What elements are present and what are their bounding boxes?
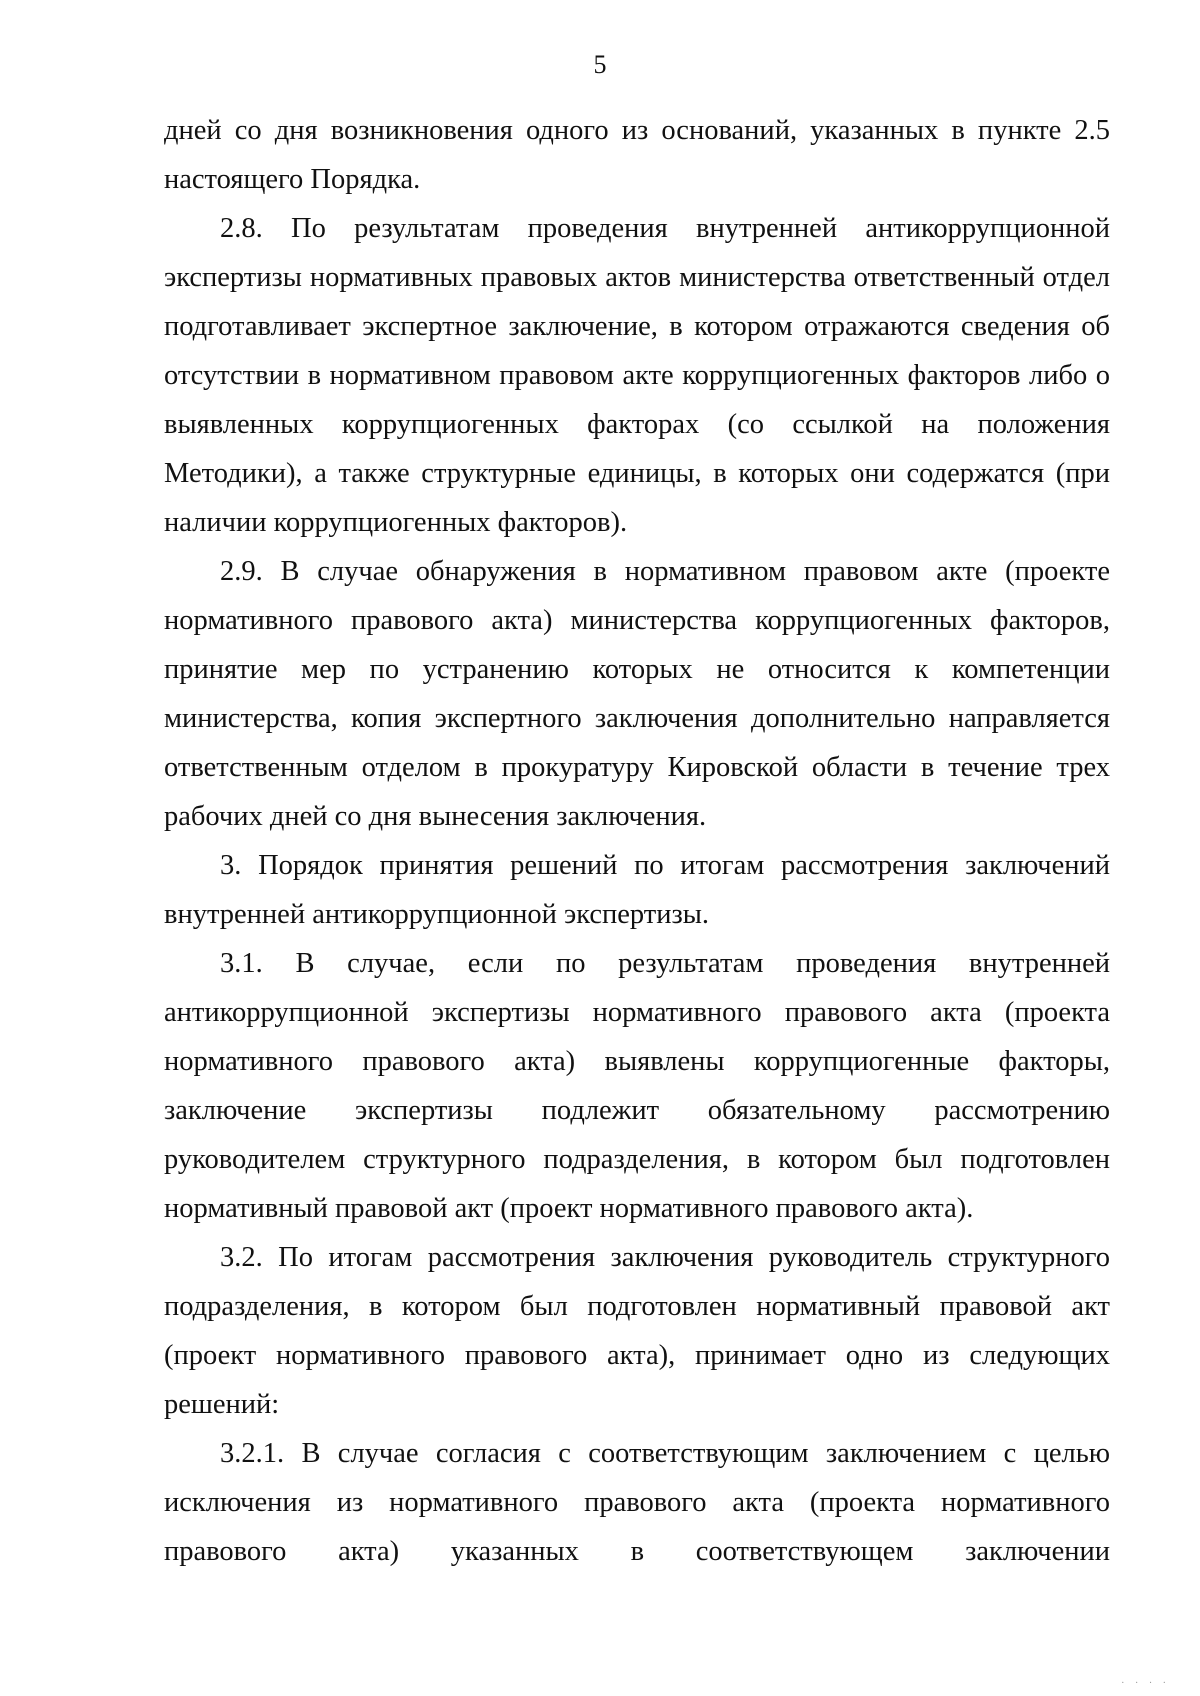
page-number: 5 [593,50,607,79]
paragraph-3-2: 3.2. По итогам рассмотрения заключения руководитель структурного подразделения, в котором был подготовлен нормативный правовой акт (проект нормативного правового акта), принимает одно из следующих решений: [164,1242,1110,1420]
paragraph-2-8: 2.8. По результатам проведения внутренней антикоррупционной экспертизы нормативных правовых актов министерства ответственный отдел подготавливает экспертное заключение, в котором отражаются сведения об отсутствии в нормативном правовом акте коррупциогенных факторов либо о выявленных коррупциогенных факторах (со ссылкой на положения Методики), а также структурные единицы, в которых они содержатся (при наличии коррупциогенных факторов). [164,213,1110,538]
section-3-heading: 3. Порядок принятия решений по итогам рассмотрения заключений внутренней антикоррупционной экспертизы. [164,850,1110,930]
paragraph-2-9: 2.9. В случае обнаружения в нормативном правовом акте (проекте нормативного правового акта) министерства коррупциогенных факторов, принятие мер по устранению которых не относится к компетенции министерства, копия экспертного заключения дополнительно направляется ответственным отделом в прокуратуру Кировской области в течение трех рабочих дней со дня вынесения заключения. [164,556,1110,832]
scan-specks: · · · · [1121,1678,1170,1689]
paragraph-3-2-1: 3.2.1. В случае согласия с соответствующим заключением с целью исключения из нормативного правового акта (проекта нормативного правового акта) указанных в соответствующем заключении [164,1438,1110,1567]
paragraph-3-1: 3.1. В случае, если по результатам проведения внутренней антикоррупционной экспертизы нормативного правового акта (проекта нормативного правового акта) выявлены коррупциогенные факторы, заключение экспертизы подлежит обязательному рассмотрению руководителем структурного подразделения, в котором был подготовлен нормативный правовой акт (проект нормативного правового акта). [164,948,1110,1224]
paragraph-continuation: дней со дня возникновения одного из оснований, указанных в пункте 2.5 настоящего Порядка. [164,115,1110,195]
document-body [164,106,1110,1576]
